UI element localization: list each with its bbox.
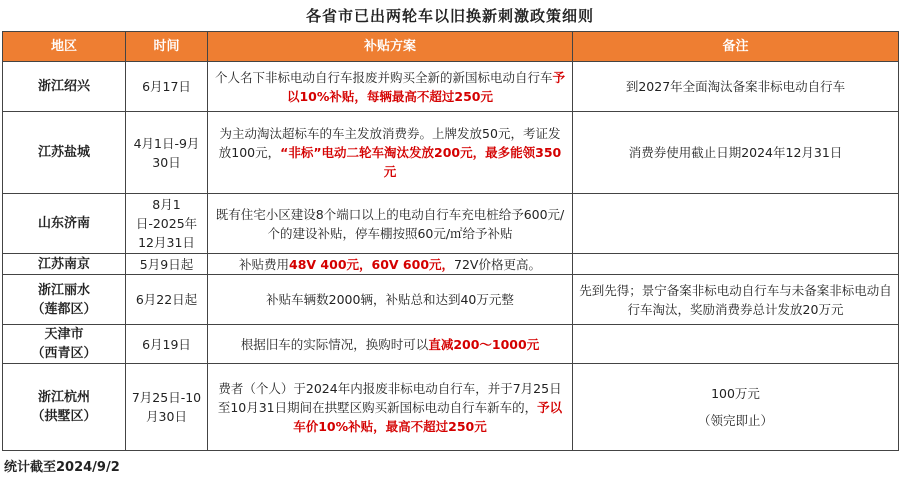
plan-text: 既有住宅小区建设8个端口以上的电动自行车充电桩给予600元/个的建设补贴，停车棚按照60元/㎡给予补贴 [215,206,565,241]
region-cell [3,62,126,112]
note-line: （领完即止） [697,413,773,428]
region-line: （莲都区） [31,301,97,317]
table-row [3,194,899,254]
plan-cell [208,364,573,451]
plan-cell [208,325,573,364]
region-line: 浙江杭州 [37,390,90,405]
plan-cell [208,275,573,325]
header-time: 时间 [126,32,208,62]
plan-text: 费者（个人）于2024年内报废非标电动自行车，并于7月25日至10月31日期间在拱墅区购买新国标电动自行车新车的， [217,380,562,415]
plan-highlight-text: 直减200～1000元 [428,336,540,352]
table-row [3,254,899,275]
note-cell [573,364,899,451]
region-cell [3,194,126,254]
plan-text: 根据旧车的实际情况，换购时可以 [240,336,429,352]
note-cell [573,194,899,254]
region-line: 天津市 [44,327,84,342]
note-cell [573,62,899,112]
plan-text: 72V价格更高。 [454,256,541,272]
note-line: 消费券使用截止日期2024年12月31日 [628,145,843,160]
time-cell: 6月22日起 [126,275,208,325]
region-line: 江苏盐城 [37,145,90,160]
time-cell: 4月1日-9月30日 [126,112,208,194]
region-cell [3,112,126,194]
note-cell [573,325,899,364]
header-plan: 补贴方案 [208,32,573,62]
region-line: （拱墅区） [31,409,97,424]
plan-highlight-text: 予以车价10%补贴，最高不超过250元 [293,399,563,434]
table-row [3,364,899,451]
time-cell: 6月19日 [126,325,208,364]
header-region: 地区 [3,32,126,62]
region-line: 浙江丽水 [37,282,90,298]
time-cell: 7月25日-10月30日 [126,364,208,451]
note-cell [573,112,899,194]
region-line: 江苏南京 [37,256,90,272]
plan-cell [208,112,573,194]
region-cell [3,275,126,325]
plan-text: 个人名下非标电动自行车报废并购买全新的新国标电动自行车 [214,69,553,85]
plan-text: 补贴费用 [238,256,289,272]
header-row [3,32,899,62]
note-cell [573,275,899,325]
policy-table [2,31,899,451]
plan-text: 补贴车辆数2000辆，补贴总和达到40万元整 [266,292,514,307]
plan-highlight-text: 予以10%补贴，每辆最高不超过250元 [286,69,566,104]
table-row [3,325,899,364]
header-note: 备注 [573,32,899,62]
region-line: （西青区） [31,346,97,361]
region-line: 山东济南 [37,216,90,231]
table-row [3,62,899,112]
stats-date-footer: 统计截至2024/9/2 [4,460,120,475]
plan-cell [208,62,573,112]
region-cell [3,325,126,364]
note-line: 100万元 [711,386,760,401]
note-line: 到2027年全面淘汰备案非标电动自行车 [625,79,846,94]
region-cell [3,364,126,451]
region-cell [3,254,126,275]
note-cell [573,254,899,275]
plan-cell [208,194,573,254]
time-cell: 6月17日 [126,62,208,112]
time-cell: 8月1日-2025年12月31日 [126,194,208,254]
region-line: 浙江绍兴 [37,79,90,94]
time-cell: 5月9日起 [126,254,208,275]
note-line: 先到先得；景宁备案非标电动自行车与未备案非标电动自行车淘汰，奖励消费券总计发放20万元 [579,282,892,317]
document-title: 各省市已出两轮车以旧换新刺激政策细则 [305,6,594,25]
plan-cell [208,254,573,275]
plan-highlight-text: “非标”电动二轮车淘汰发放200元，最多能领350元 [280,145,562,179]
table-row [3,112,899,194]
table-row [3,275,899,325]
plan-highlight-text: 48V 400元，60V 600元， [289,256,455,272]
plan-text: 为主动淘汰超标车的车主发放消费券。上牌发放50元，考证发放100元， [218,126,561,160]
